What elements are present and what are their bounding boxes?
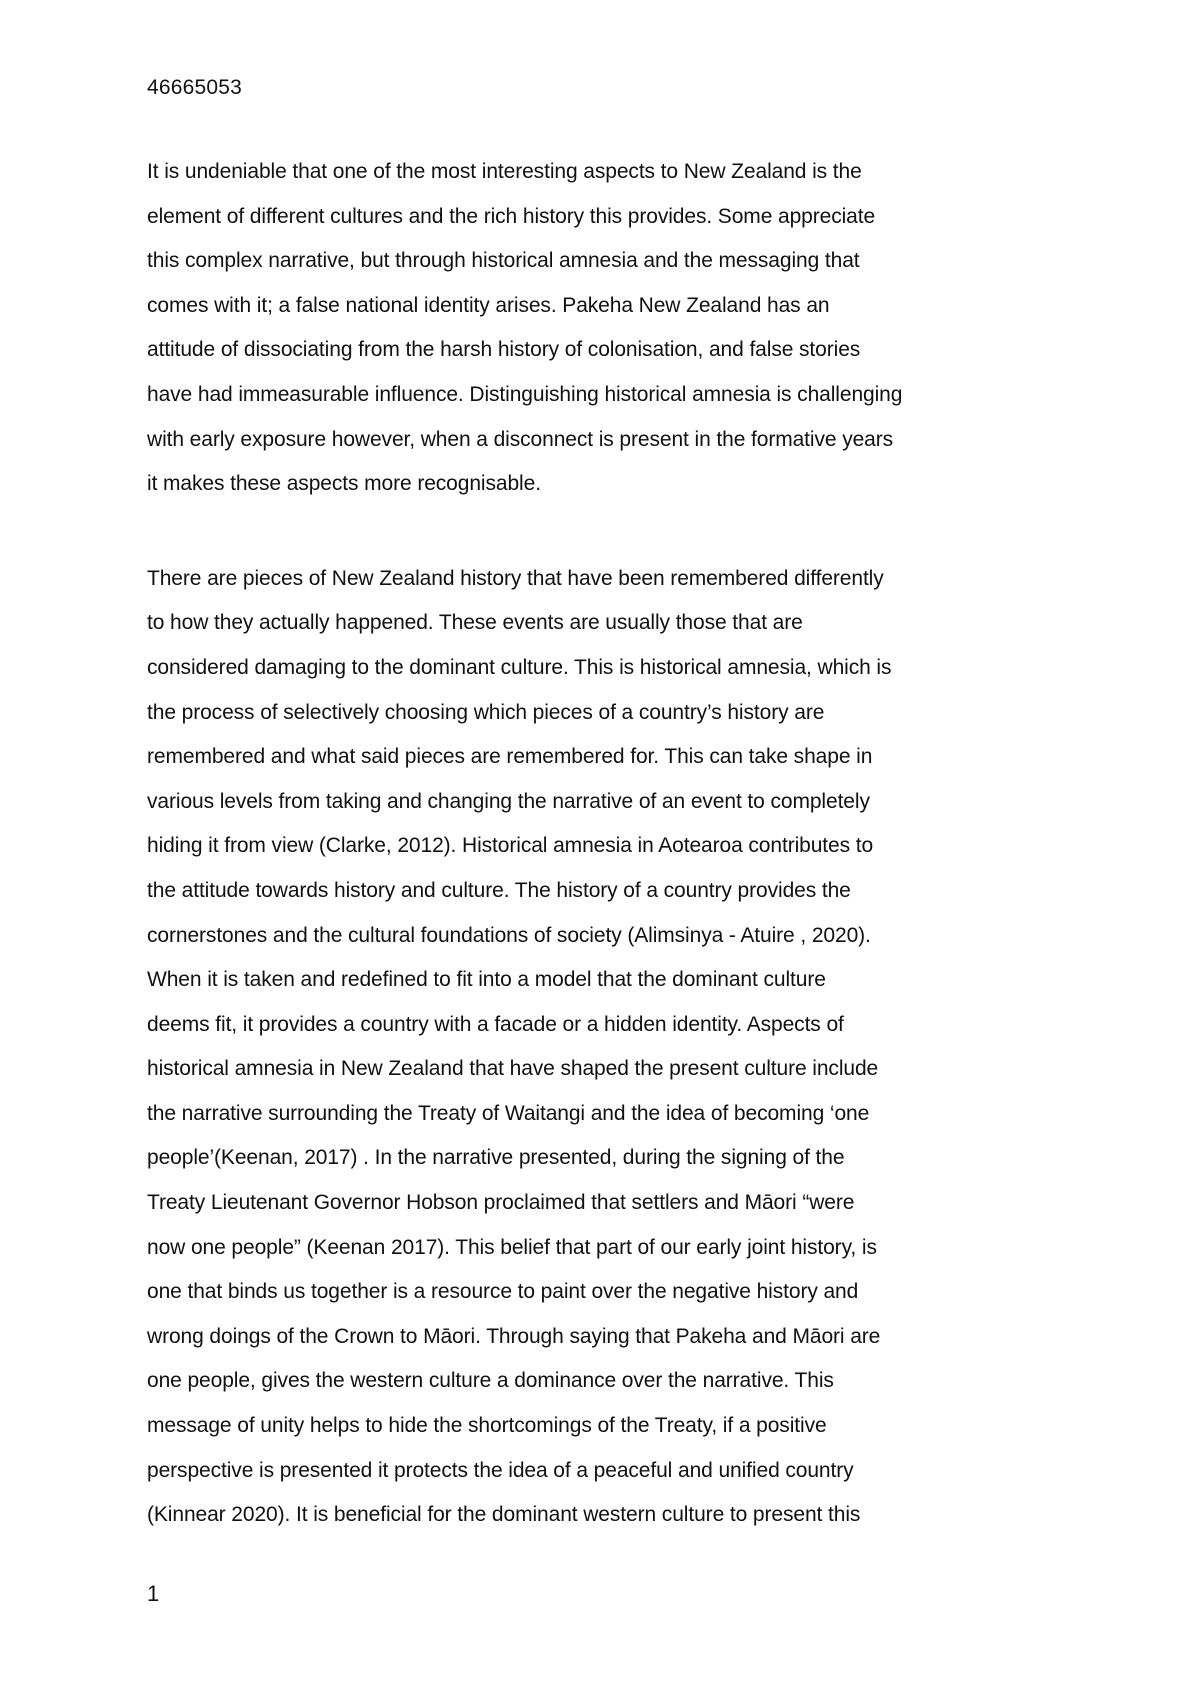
text-line: people’(Keenan, 2017) . In the narrative presented, during the signing of the <box>147 1146 845 1170</box>
text-line: this complex narrative, but through historical amnesia and the messaging that <box>147 249 860 273</box>
text-line: When it is taken and redefined to fit into a model that the dominant culture <box>147 968 826 992</box>
text-line: deems fit, it provides a country with a facade or a hidden identity. Aspects of <box>147 1012 844 1036</box>
text-line: comes with it; a false national identity arises. Pakeha New Zealand has an <box>147 293 830 317</box>
page-number: 1 <box>147 1581 160 1606</box>
paragraph-historical-amnesia <box>147 557 967 1538</box>
text-line: It is undeniable that one of the most interesting aspects to New Zealand is the <box>147 160 862 183</box>
text-line: various levels from taking and changing the narrative of an event to completely <box>147 789 870 813</box>
text-line: remembered and what said pieces are remembered for. This can take shape in <box>147 745 873 769</box>
text-line: perspective is presented it protects the idea of a peaceful and unified country <box>147 1458 854 1482</box>
text-line: historical amnesia in New Zealand that have shaped the present culture include <box>147 1057 879 1081</box>
text-line: attitude of dissociating from the harsh history of colonisation, and false stories <box>147 338 861 362</box>
text-line: with early exposure however, when a disconnect is present in the formative years <box>147 427 894 451</box>
text-line: (Kinnear 2020). It is beneficial for the dominant western culture to present this <box>147 1503 861 1527</box>
student-id-header: 46665053 <box>147 76 243 99</box>
text-line: considered damaging to the dominant culture. This is historical amnesia, which is <box>147 655 892 679</box>
text-line: now one people” (Keenan 2017). This belief that part of our early joint history, is <box>147 1235 877 1259</box>
text-line: it makes these aspects more recognisable. <box>147 472 541 496</box>
document-body <box>147 150 967 1538</box>
paragraph-spacing <box>147 507 967 557</box>
text-line: hiding it from view (Clarke, 2012). Historical amnesia in Aotearoa contributes to <box>147 834 874 858</box>
text-line: wrong doings of the Crown to Māori. Through saying that Pakeha and Māori are <box>147 1324 881 1348</box>
text-line: Treaty Lieutenant Governor Hobson proclaimed that settlers and Māori “were <box>147 1191 855 1215</box>
text-line: to how they actually happened. These events are usually those that are <box>147 611 803 635</box>
paragraph-intro <box>147 150 967 507</box>
text-line: cornerstones and the cultural foundations of society (Alimsinya - Atuire , 2020). <box>147 923 871 947</box>
text-line: the narrative surrounding the Treaty of Waitangi and the idea of becoming ‘one <box>147 1101 870 1125</box>
text-line: There are pieces of New Zealand history that have been remembered differently <box>147 566 884 590</box>
text-line: element of different cultures and the rich history this provides. Some appreciate <box>147 204 876 228</box>
text-line: one that binds us together is a resource to paint over the negative history and <box>147 1280 859 1304</box>
text-line: have had immeasurable influence. Distinguishing historical amnesia is challenging <box>147 382 903 406</box>
text-line: the attitude towards history and culture. The history of a country provides the <box>147 878 851 902</box>
text-line: the process of selectively choosing which pieces of a country’s history are <box>147 700 825 724</box>
text-line: message of unity helps to hide the shortcomings of the Treaty, if a positive <box>147 1414 827 1438</box>
text-line: one people, gives the western culture a dominance over the narrative. This <box>147 1369 834 1393</box>
